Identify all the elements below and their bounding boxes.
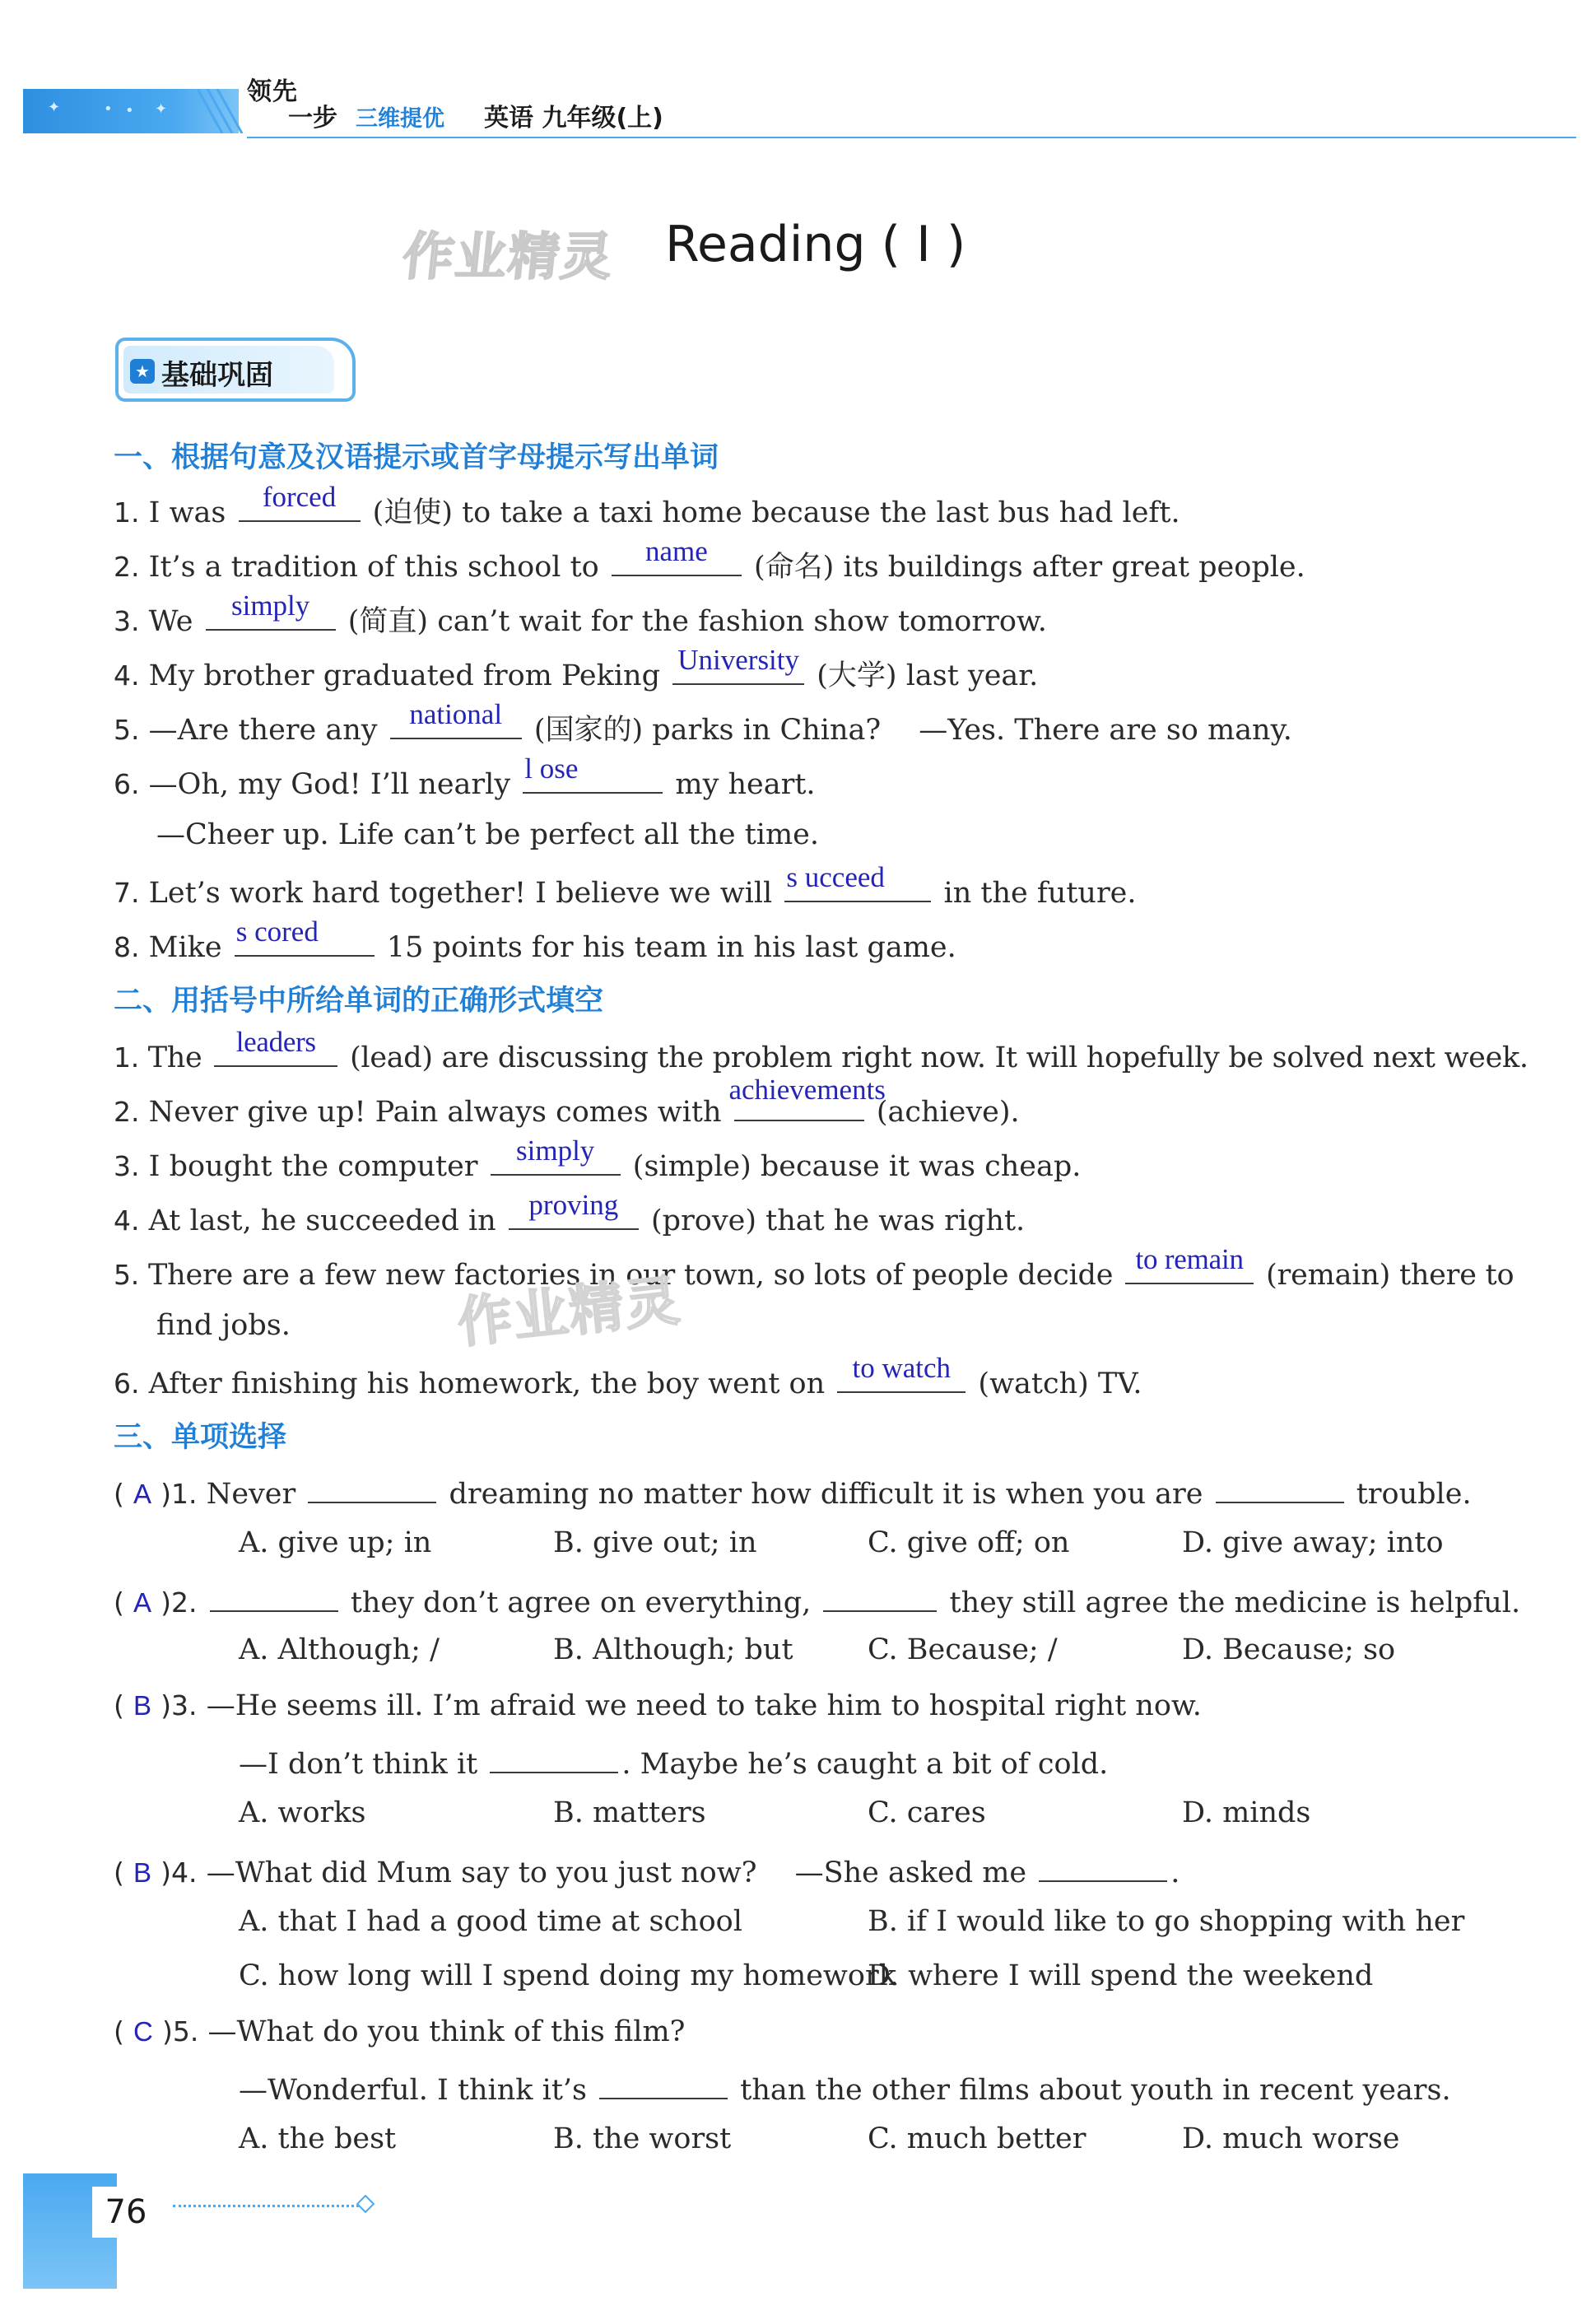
option-b[interactable]: B. if I would like to go shopping with her [868, 1905, 1465, 1938]
brand-logo-top: 领先 [247, 77, 298, 106]
part2-item-5: 5. There are a few new factories in our town, so lots of people decide to remain (remain) there to [114, 1243, 1515, 1292]
part2-item-4: 4. At last, he succeeded in proving (prove) that he was right. [114, 1189, 1026, 1237]
section-badge-label: 基础巩固 [161, 359, 273, 392]
option-d[interactable]: D. Because; so [1182, 1633, 1396, 1666]
handwritten-answer: simply [516, 1134, 595, 1167]
handwritten-answer: proving [528, 1189, 619, 1221]
handwritten-answer: to remain [1135, 1243, 1244, 1275]
handwritten-answer: national [409, 698, 503, 730]
answer-blank[interactable] [490, 1742, 618, 1773]
handwritten-answer: simply [230, 589, 310, 622]
option-d[interactable]: D. where I will spend the weekend [868, 1959, 1374, 1992]
answer-blank[interactable] [1216, 1472, 1344, 1503]
option-d[interactable]: D. minds [1182, 1796, 1311, 1829]
handwritten-answer: University [677, 644, 800, 676]
part1-item-7: 7. Let’s work hard together! I believe we will s ucceed in the future. [114, 861, 1137, 910]
watermark-middle: 作业精灵 [454, 1268, 684, 1355]
answer-blank[interactable] [390, 698, 522, 739]
mc-question-4: ( B )4. —What did Mum say to you just now? —She asked me . [114, 1851, 1180, 1891]
answer-blank[interactable] [523, 752, 663, 794]
part1-item-4: 4. My brother graduated from Peking University (大学) last year. [114, 644, 1039, 692]
part1-item-5: 5. —Are there any national (国家的) parks in China? —Yes. There are so many. [114, 698, 1292, 747]
star-icon: ★ [130, 359, 155, 384]
part1-item-3: 3. We simply (简直) can’t wait for the fashion show tomorrow. [114, 589, 1047, 638]
option-a[interactable]: A. works [239, 1796, 366, 1829]
option-a[interactable]: A. that I had a good time at school [239, 1905, 742, 1938]
answer-blank[interactable] [491, 1134, 621, 1176]
answer-blank[interactable] [239, 481, 361, 522]
watermark-title: 作业精灵 [399, 226, 617, 287]
answer-blank[interactable] [1039, 1851, 1167, 1882]
part2-item-3: 3. I bought the computer simply (simple) because it was cheap. [114, 1134, 1082, 1183]
option-b[interactable]: B. give out; in [553, 1526, 757, 1559]
mc-question-2: ( A )2. they don’t agree on everything, they still agree the medicine is helpful. [114, 1581, 1520, 1621]
answer-blank[interactable] [509, 1189, 639, 1230]
answer-choice[interactable]: B [133, 1857, 152, 1888]
handwritten-answer: name [644, 535, 708, 567]
part1-item-6-reply: —Cheer up. Life can’t be perfect all the time. [156, 818, 820, 851]
part2-item-6: 6. After finishing his homework, the boy went on to watch (watch) TV. [114, 1352, 1142, 1400]
option-a[interactable]: A. the best [239, 2122, 397, 2155]
answer-blank[interactable] [206, 589, 336, 631]
brand-logo-bottom: 一步 [288, 104, 337, 133]
option-c[interactable]: C. give off; on [868, 1526, 1070, 1559]
answer-blank[interactable] [837, 1352, 966, 1393]
option-d[interactable]: D. much worse [1182, 2122, 1400, 2155]
mc-question-3: ( B )3. —He seems ill. I’m afraid we need to take him to hospital right now. [114, 1689, 1202, 1722]
option-d[interactable]: D. give away; into [1182, 1526, 1444, 1559]
handwritten-answer: s cored [235, 915, 319, 948]
page-number: 76 [92, 2187, 160, 2238]
answer-blank[interactable] [672, 644, 804, 685]
part1-item-8: 8. Mike s cored 15 points for his team in his last game. [114, 915, 956, 964]
answer-choice[interactable]: A [133, 1587, 152, 1618]
sparkle-icon: • [125, 102, 134, 119]
handwritten-answer: achievements [728, 1074, 886, 1106]
part2-item-5-continued: find jobs. [156, 1309, 291, 1342]
part2-heading: 二、用括号中所给单词的正确形式填空 [114, 985, 604, 1018]
part2-item-1: 1. The leaders (lead) are discussing the problem right now. It will hopefully be solved next week. [114, 1026, 1529, 1074]
option-b[interactable]: B. the worst [553, 2122, 732, 2155]
handwritten-answer: l ose [524, 752, 579, 785]
sparkle-icon: ✦ [48, 99, 61, 116]
handwritten-answer: leaders [235, 1026, 316, 1058]
part1-item-6: 6. —Oh, my God! I’ll nearly l ose my heart. [114, 752, 816, 801]
answer-blank[interactable] [1125, 1243, 1254, 1284]
answer-blank[interactable] [728, 1074, 886, 1121]
handwritten-answer: to watch [852, 1352, 952, 1384]
answer-blank[interactable] [599, 2068, 728, 2099]
part1-item-1: 1. I was forced (迫使) to take a taxi home because the last bus had left. [114, 481, 1180, 529]
mc-question-5-reply: —Wonderful. I think it’s than the other films about youth in recent years. [239, 2068, 1451, 2108]
mc-question-5: ( C )5. —What do you think of this film? [114, 2015, 686, 2048]
part1-heading: 一、根据句意及汉语提示或首字母提示写出单词 [114, 441, 719, 474]
part3-heading: 三、单项选择 [114, 1421, 287, 1454]
mc-question-3-reply: —I don’t think it . Maybe he’s caught a bit of cold. [239, 1742, 1108, 1782]
option-b[interactable]: B. Although; but [553, 1633, 793, 1666]
part1-item-2: 2. It’s a tradition of this school to name (命名) its buildings after great people. [114, 535, 1305, 584]
option-c[interactable]: C. cares [868, 1796, 986, 1829]
part2-item-2: 2. Never give up! Pain always comes with achievements (achieve). [114, 1074, 1020, 1129]
answer-blank[interactable] [823, 1581, 937, 1612]
option-b[interactable]: B. matters [553, 1796, 706, 1829]
handwritten-answer: forced [262, 481, 337, 513]
answer-blank[interactable] [308, 1472, 436, 1503]
page-title: Reading ( Ⅰ ) [665, 216, 966, 273]
diamond-icon [356, 2195, 375, 2214]
answer-choice[interactable]: C [133, 2016, 153, 2047]
handwritten-answer: s ucceed [786, 861, 885, 893]
answer-blank[interactable] [214, 1026, 337, 1067]
subject-grade: 英语 九年级(上) [484, 104, 663, 133]
series-name: 三维提优 [356, 106, 444, 132]
sparkle-icon: ✦ [155, 100, 168, 118]
mc-question-1: ( A )1. Never dreaming no matter how difficult it is when you are trouble. [114, 1472, 1472, 1512]
sparkle-icon: • [104, 100, 113, 118]
answer-choice[interactable]: A [133, 1479, 152, 1509]
section-badge [115, 338, 356, 402]
answer-blank[interactable] [784, 861, 931, 902]
option-a[interactable]: A. give up; in [239, 1526, 432, 1559]
option-a[interactable]: A. Although; / [239, 1633, 440, 1666]
answer-blank[interactable] [612, 535, 742, 576]
option-c[interactable]: C. much better [868, 2122, 1086, 2155]
option-c[interactable]: C. how long will I spend doing my homework [239, 1959, 896, 1992]
answer-blank[interactable] [210, 1581, 338, 1612]
footer-dotted-rule [173, 2205, 364, 2207]
option-c[interactable]: C. Because; / [868, 1633, 1058, 1666]
answer-blank[interactable] [235, 915, 375, 957]
header-rule [247, 137, 1576, 138]
answer-choice[interactable]: B [133, 1690, 152, 1721]
